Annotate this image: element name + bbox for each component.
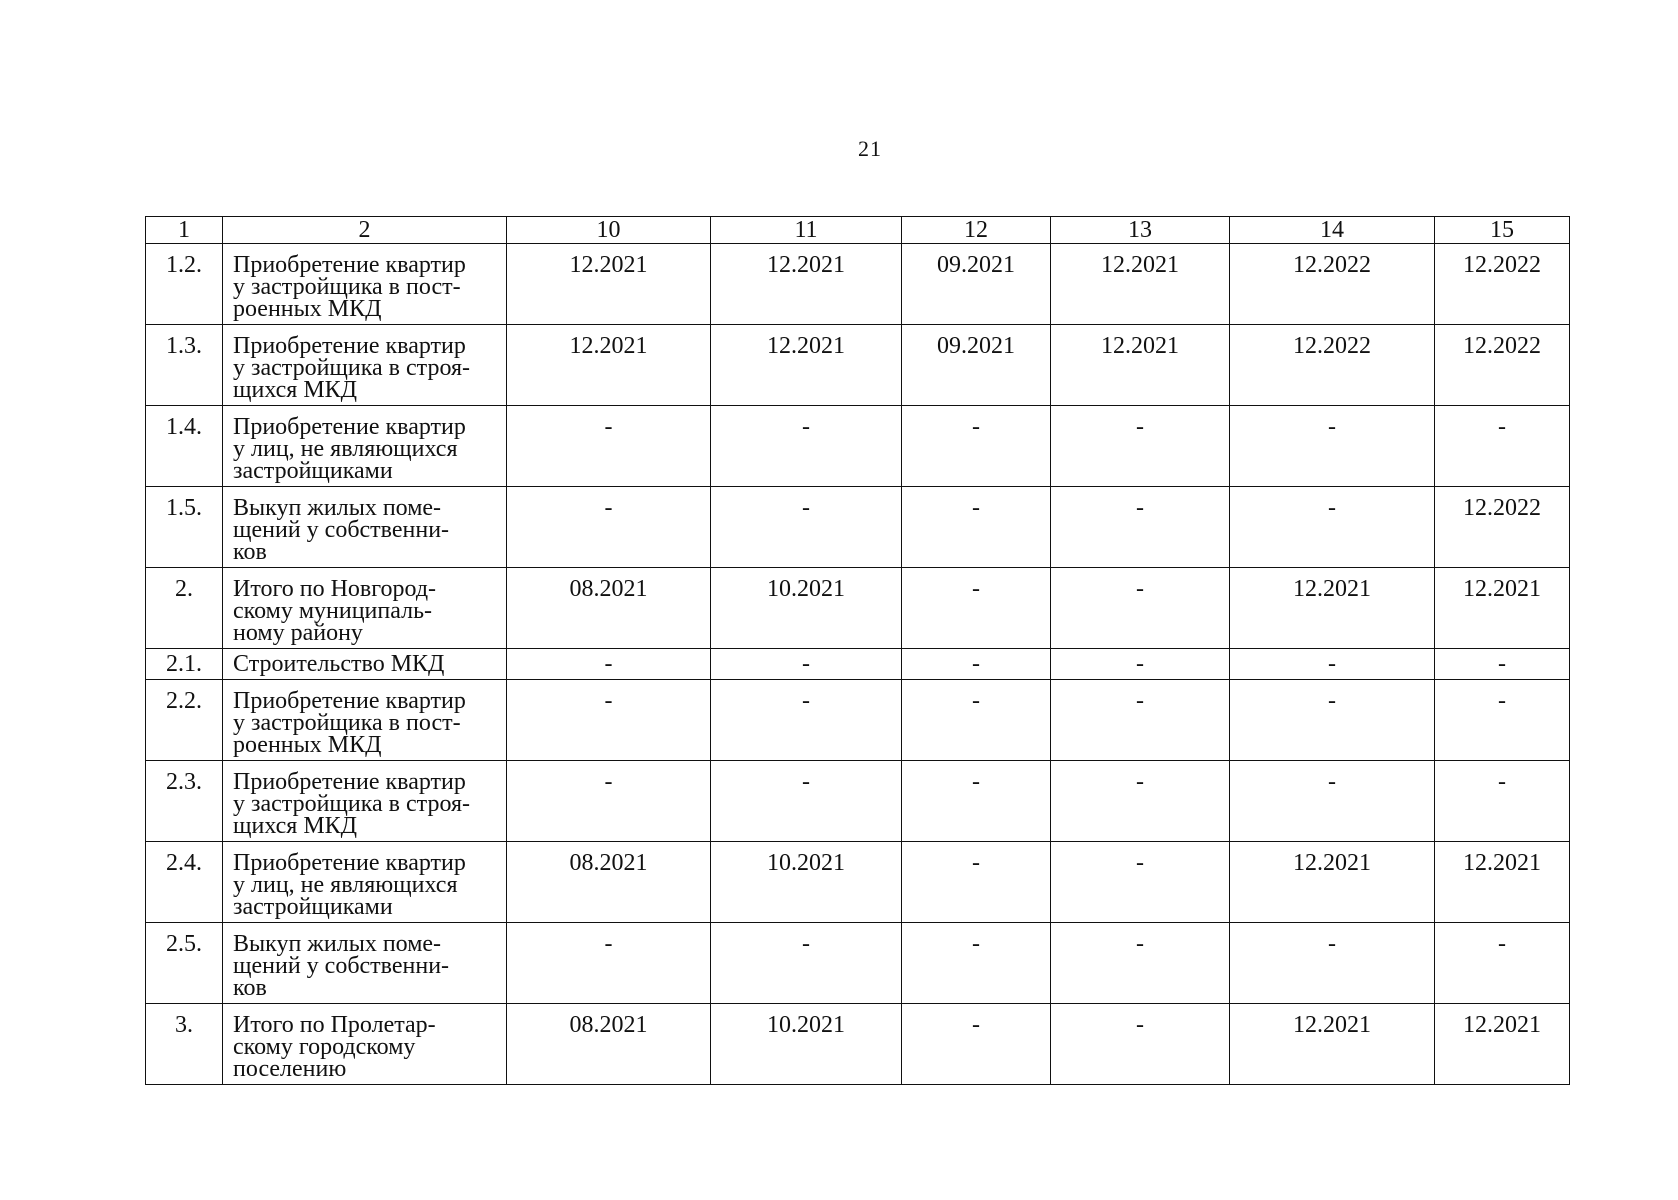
table-row	[146, 244, 1570, 325]
header-row	[146, 217, 1570, 244]
header-cell: 12	[902, 217, 1051, 244]
row-value-cell: 12.2021	[1051, 325, 1230, 406]
row-number-cell: 2.1.	[146, 649, 223, 680]
table-row	[146, 923, 1570, 1004]
row-name-line: у застройщика в строя-	[233, 791, 471, 817]
row-name-line: у лиц, не являющихся	[233, 872, 458, 898]
row-value-cell: -	[1230, 761, 1435, 842]
row-value-cell: 12.2021	[1230, 1004, 1435, 1085]
row-name-line: Приобретение квартир	[233, 769, 466, 795]
row-name-cell	[223, 487, 507, 568]
row-value-cell: -	[1051, 680, 1230, 761]
row-value-cell: -	[1051, 923, 1230, 1004]
row-value-cell: -	[1435, 923, 1570, 1004]
row-number-cell: 1.4.	[146, 406, 223, 487]
row-name-line: роенных МКД	[233, 296, 382, 322]
row-name-line: щихся МКД	[233, 377, 358, 403]
header-cell: 13	[1051, 217, 1230, 244]
header-cell: 2	[223, 217, 507, 244]
row-name-line: ков	[233, 539, 267, 565]
row-value-cell: -	[902, 649, 1051, 680]
row-value-cell: 08.2021	[507, 842, 711, 923]
row-value-cell: -	[507, 649, 711, 680]
row-value-cell: 09.2021	[902, 244, 1051, 325]
row-value-cell: -	[902, 761, 1051, 842]
row-value-cell: 12.2022	[1435, 244, 1570, 325]
row-value-cell: -	[711, 406, 902, 487]
row-value-cell: 12.2022	[1435, 325, 1570, 406]
row-name-line: у застройщика в строя-	[233, 355, 471, 381]
row-name-line: застройщиками	[233, 458, 393, 484]
row-value-cell: -	[902, 568, 1051, 649]
table-row	[146, 1004, 1570, 1085]
row-value-cell: -	[902, 406, 1051, 487]
row-value-cell: -	[1230, 406, 1435, 487]
row-value-cell: 12.2021	[1435, 842, 1570, 923]
row-name-cell	[223, 568, 507, 649]
row-number-cell: 2.5.	[146, 923, 223, 1004]
row-value-cell: -	[1230, 923, 1435, 1004]
table-row	[146, 568, 1570, 649]
row-value-cell: 12.2021	[1435, 568, 1570, 649]
row-name-line: скому городскому	[233, 1034, 416, 1060]
row-value-cell: 12.2021	[711, 325, 902, 406]
row-number-cell: 2.	[146, 568, 223, 649]
row-value-cell: -	[902, 1004, 1051, 1085]
row-name-line: Выкуп жилых поме-	[233, 495, 442, 521]
header-cell: 14	[1230, 217, 1435, 244]
row-value-cell: 12.2021	[711, 244, 902, 325]
row-value-cell: -	[1051, 406, 1230, 487]
row-value-cell: 10.2021	[711, 842, 902, 923]
row-name-line: Приобретение квартир	[233, 333, 466, 359]
row-value-cell: -	[1435, 406, 1570, 487]
row-value-cell: -	[507, 406, 711, 487]
table-body	[146, 217, 1570, 1085]
row-name-line: Приобретение квартир	[233, 688, 466, 714]
row-name-line: Строительство МКД	[233, 651, 445, 677]
row-name-line: Приобретение квартир	[233, 414, 466, 440]
row-value-cell: 12.2021	[1230, 842, 1435, 923]
row-value-cell: -	[507, 680, 711, 761]
row-value-cell: 12.2022	[1435, 487, 1570, 568]
row-value-cell: -	[1435, 761, 1570, 842]
row-name-line: у лиц, не являющихся	[233, 436, 458, 462]
row-name-line: щений у собственни-	[233, 953, 450, 979]
row-value-cell: -	[1051, 842, 1230, 923]
row-value-cell: -	[1230, 649, 1435, 680]
row-value-cell: 12.2021	[507, 244, 711, 325]
row-value-cell: -	[711, 680, 902, 761]
header-cell: 15	[1435, 217, 1570, 244]
row-value-cell: 08.2021	[507, 568, 711, 649]
row-value-cell: -	[507, 923, 711, 1004]
row-value-cell: -	[1051, 487, 1230, 568]
row-value-cell: 12.2021	[1230, 568, 1435, 649]
table-row	[146, 649, 1570, 680]
row-value-cell: 10.2021	[711, 1004, 902, 1085]
row-value-cell: -	[507, 761, 711, 842]
row-name-line: у застройщика в пост-	[233, 274, 461, 300]
row-number-cell: 1.3.	[146, 325, 223, 406]
row-name-line: поселению	[233, 1056, 347, 1082]
row-value-cell: -	[711, 761, 902, 842]
row-value-cell: -	[711, 487, 902, 568]
row-value-cell: -	[507, 487, 711, 568]
row-value-cell: -	[1435, 649, 1570, 680]
row-name-line: Итого по Новгород-	[233, 576, 437, 602]
table-row	[146, 680, 1570, 761]
header-cell: 11	[711, 217, 902, 244]
row-value-cell: -	[902, 842, 1051, 923]
row-value-cell: -	[1051, 649, 1230, 680]
row-name-line: роенных МКД	[233, 732, 382, 758]
row-value-cell: 12.2022	[1230, 325, 1435, 406]
row-name-line: Итого по Пролетар-	[233, 1012, 436, 1038]
row-name-cell	[223, 649, 507, 680]
row-value-cell: -	[902, 923, 1051, 1004]
row-number-cell: 2.3.	[146, 761, 223, 842]
row-number-cell: 1.2.	[146, 244, 223, 325]
row-value-cell: 10.2021	[711, 568, 902, 649]
row-value-cell: 08.2021	[507, 1004, 711, 1085]
row-name-line: ков	[233, 975, 267, 1001]
row-name-line: Приобретение квартир	[233, 850, 466, 876]
row-value-cell: 12.2022	[1230, 244, 1435, 325]
row-name-cell	[223, 761, 507, 842]
row-name-line: щений у собственни-	[233, 517, 450, 543]
table-row	[146, 325, 1570, 406]
row-name-cell	[223, 244, 507, 325]
row-name-line: скому муниципаль-	[233, 598, 433, 624]
row-value-cell: -	[711, 923, 902, 1004]
row-name-cell	[223, 842, 507, 923]
row-value-cell: -	[1230, 680, 1435, 761]
header-cell: 1	[146, 217, 223, 244]
table-row	[146, 761, 1570, 842]
row-value-cell: -	[902, 680, 1051, 761]
row-value-cell: 09.2021	[902, 325, 1051, 406]
row-name-line: у застройщика в пост-	[233, 710, 461, 736]
row-value-cell: -	[1051, 568, 1230, 649]
row-value-cell: 12.2021	[1435, 1004, 1570, 1085]
row-name-cell	[223, 1004, 507, 1085]
row-value-cell: 12.2021	[1051, 244, 1230, 325]
row-name-line: застройщиками	[233, 894, 393, 920]
row-value-cell: -	[1051, 761, 1230, 842]
row-value-cell: -	[1435, 680, 1570, 761]
row-name-line: Выкуп жилых поме-	[233, 931, 442, 957]
page-number: 21	[858, 136, 882, 161]
row-value-cell: -	[1051, 1004, 1230, 1085]
row-number-cell: 3.	[146, 1004, 223, 1085]
row-name-cell	[223, 325, 507, 406]
row-name-line: щихся МКД	[233, 813, 358, 839]
row-number-cell: 1.5.	[146, 487, 223, 568]
table-row	[146, 842, 1570, 923]
row-name-line: Приобретение квартир	[233, 252, 466, 278]
row-value-cell: -	[902, 487, 1051, 568]
row-name-cell	[223, 406, 507, 487]
row-value-cell: -	[711, 649, 902, 680]
schedule-table	[145, 216, 1570, 1085]
row-name-cell	[223, 680, 507, 761]
row-number-cell: 2.2.	[146, 680, 223, 761]
row-name-line: ному району	[233, 620, 363, 646]
header-cell: 10	[507, 217, 711, 244]
table-row	[146, 406, 1570, 487]
row-value-cell: -	[1230, 487, 1435, 568]
table-row	[146, 487, 1570, 568]
row-value-cell: 12.2021	[507, 325, 711, 406]
row-number-cell: 2.4.	[146, 842, 223, 923]
row-name-cell	[223, 923, 507, 1004]
